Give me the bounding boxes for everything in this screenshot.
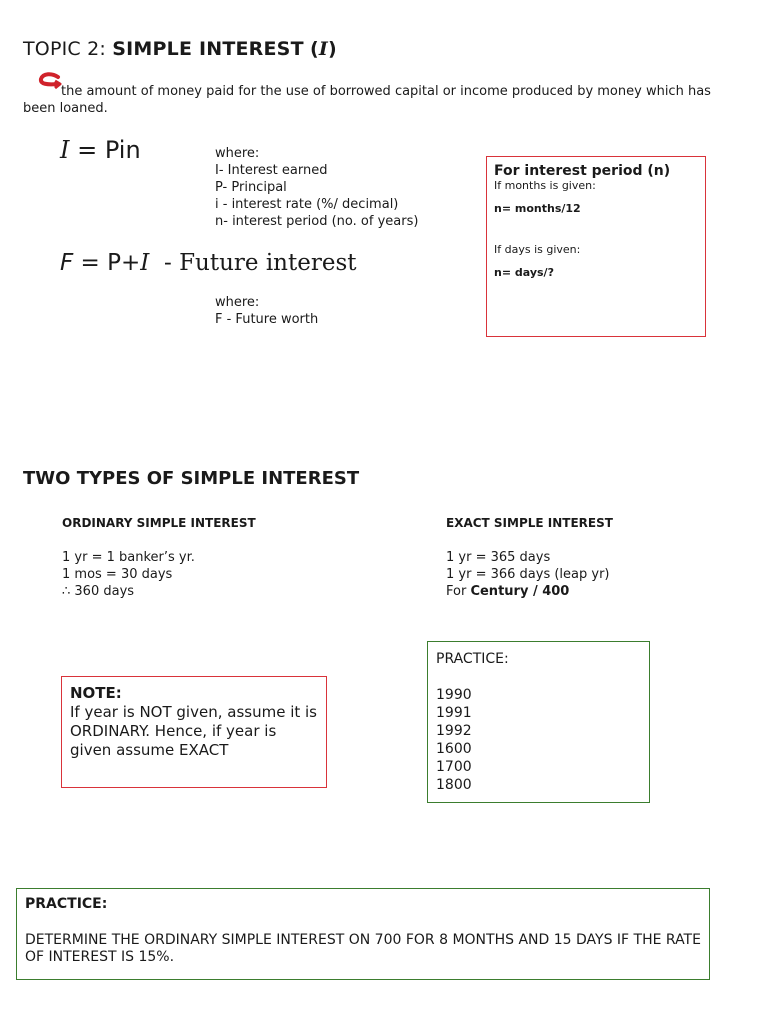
- year-item: 1700: [436, 759, 472, 775]
- definition: the amount of money paid for the use of borrowed capital or income produced by money which has been loaned.: [23, 84, 711, 116]
- formula-future-mid: = P+: [73, 250, 141, 276]
- topic-close-paren: ): [327, 38, 337, 60]
- topic-open-paren: (: [309, 38, 319, 60]
- exact-lines: [446, 549, 610, 600]
- days-formula: n= days/?: [494, 266, 554, 279]
- types-heading: TWO TYPES OF SIMPLE INTEREST: [23, 468, 360, 489]
- formula-future-rest: - Future interest: [149, 250, 357, 276]
- months-formula: n= months/12: [494, 202, 581, 215]
- practice-years-box: [427, 641, 650, 803]
- ordinary-line: 1 mos = 30 days: [62, 567, 173, 582]
- note-box: [61, 676, 327, 788]
- year-item: 1991: [436, 705, 472, 721]
- where-item: n- interest period (no. of years): [215, 214, 419, 229]
- practice-years-label: PRACTICE:: [436, 651, 509, 667]
- practice-problem-label: PRACTICE:: [25, 896, 108, 912]
- formula-interest-rhs: = Pin: [77, 136, 141, 164]
- where-label: where:: [215, 146, 260, 161]
- where-list-future: [215, 294, 318, 328]
- formula-future-i: I: [140, 250, 150, 276]
- days-label: If days is given:: [494, 243, 581, 256]
- formula-future-f: F: [60, 250, 74, 276]
- where-item: P- Principal: [215, 180, 287, 195]
- where-item: i - interest rate (%/ decimal): [215, 197, 399, 212]
- year-list: [436, 686, 641, 794]
- formula-interest: [60, 136, 141, 164]
- ordinary-line: ∴ 360 days: [62, 584, 135, 599]
- interest-period-box: [486, 156, 706, 337]
- where-label: where:: [215, 295, 260, 310]
- ordinary-lines: [62, 549, 195, 600]
- where-item: I- Interest earned: [215, 163, 328, 178]
- topic-var: I: [318, 38, 328, 60]
- practice-problem-text: DETERMINE THE ORDINARY SIMPLE INTEREST ON 700 FOR 8 MONTHS AND 15 DAYS IF THE RATE OF INTEREST IS 15%.: [25, 932, 701, 965]
- exact-line: 1 yr = 365 days: [446, 550, 551, 565]
- exact-line: 1 yr = 366 days (leap yr): [446, 567, 610, 582]
- ordinary-title: ORDINARY SIMPLE INTEREST: [62, 516, 256, 530]
- period-box-title: For interest period (n): [494, 163, 671, 179]
- where-item: F - Future worth: [215, 312, 319, 327]
- year-item: 1992: [436, 723, 472, 739]
- topic-prefix: TOPIC 2:: [23, 38, 107, 60]
- year-item: 1800: [436, 777, 472, 793]
- note-text: If year is NOT given, assume it is ORDINARY. Hence, if year is given assume EXACT: [70, 703, 317, 759]
- year-item: 1600: [436, 741, 472, 757]
- practice-problem-box: [16, 888, 710, 980]
- topic-title: SIMPLE INTEREST: [112, 38, 304, 60]
- exact-century-line: [446, 583, 610, 600]
- where-list-interest: [215, 145, 418, 230]
- ordinary-line: 1 yr = 1 banker’s yr.: [62, 550, 195, 565]
- formula-future: [60, 250, 357, 276]
- note-label: NOTE:: [70, 684, 122, 702]
- formula-interest-lhs: I: [60, 136, 70, 164]
- year-item: 1990: [436, 687, 472, 703]
- page-title: [23, 38, 337, 60]
- century-bold: Century / 400: [470, 584, 570, 599]
- definition-text: [23, 83, 743, 117]
- exact-title: EXACT SIMPLE INTEREST: [446, 516, 613, 530]
- months-label: If months is given:: [494, 179, 596, 192]
- century-prefix: For: [446, 584, 471, 599]
